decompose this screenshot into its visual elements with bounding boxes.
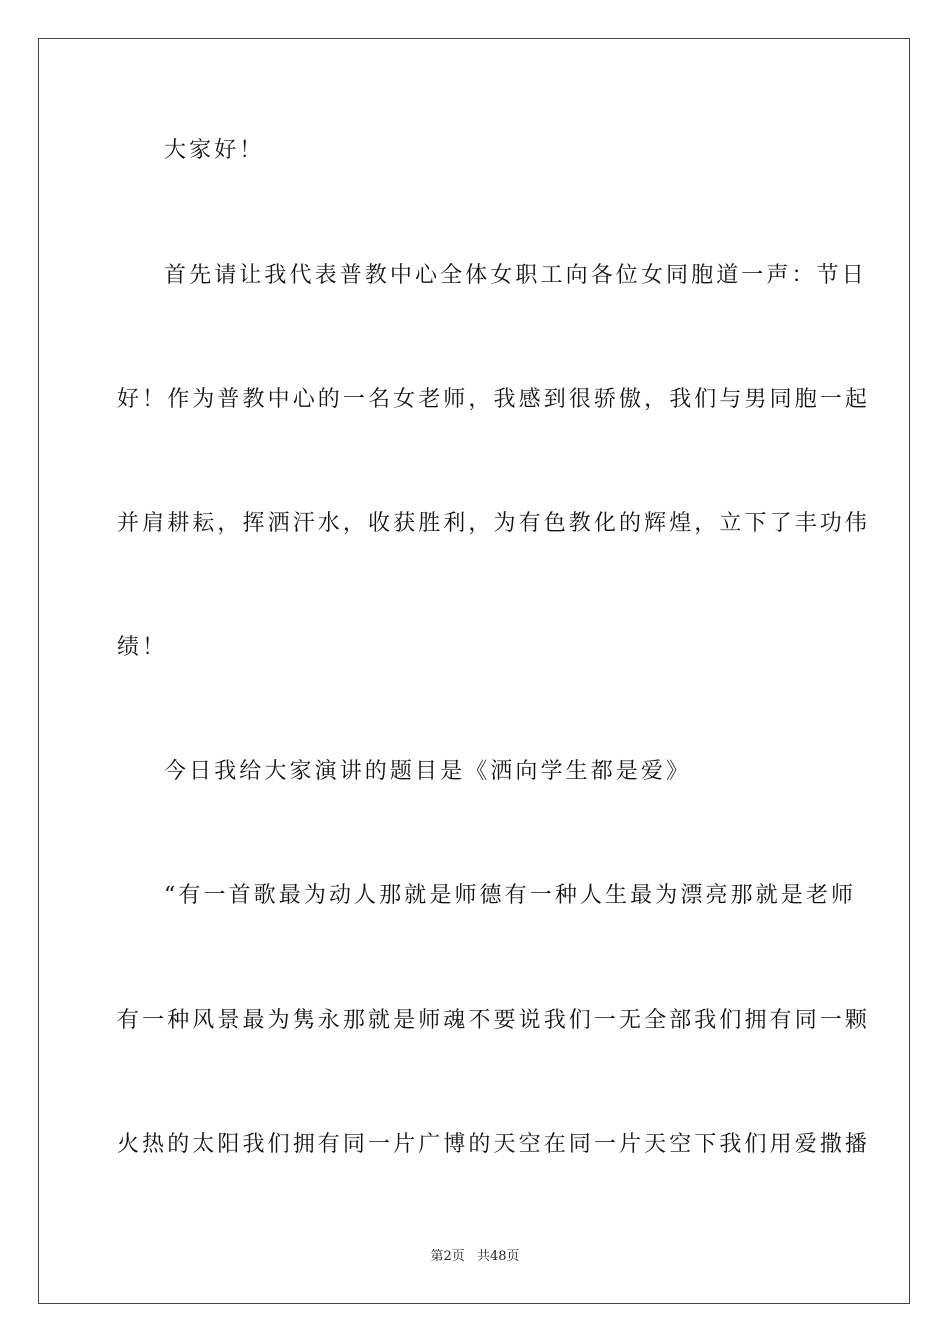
speech-title-line: 今日我给大家演讲的题目是《洒向学生都是爱》 (164, 759, 692, 784)
page-border (38, 38, 910, 1304)
quote-line-3: 火热的太阳我们拥有同一片广博的天空在同一片天空下我们用爱撒播 (117, 1132, 871, 1157)
total-pages: 共48页 (476, 1249, 520, 1264)
greeting-line: 大家好！ (164, 138, 265, 163)
quote-line-2: 有一种风景最为隽永那就是师魂不要说我们一无全部我们拥有同一颗 (117, 1008, 871, 1033)
paragraph-line-2: 好！作为普教中心的一名女老师，我感到很骄傲，我们与男同胞一起 (117, 387, 871, 412)
quote-line-1: “有一首歌最为动人那就是师德有一种人生最为漂亮那就是老师 (164, 883, 857, 908)
page-number: 第2页 (430, 1249, 465, 1264)
paragraph-line-1: 首先请让我代表普教中心全体女职工向各位女同胞道一声：节日 (164, 263, 867, 288)
page-footer (0, 1249, 950, 1265)
paragraph-line-3: 并肩耕耘，挥洒汗水，收获胜利，为有色教化的辉煌，立下了丰功伟 (117, 511, 871, 536)
paragraph-line-4: 绩！ (117, 635, 168, 660)
